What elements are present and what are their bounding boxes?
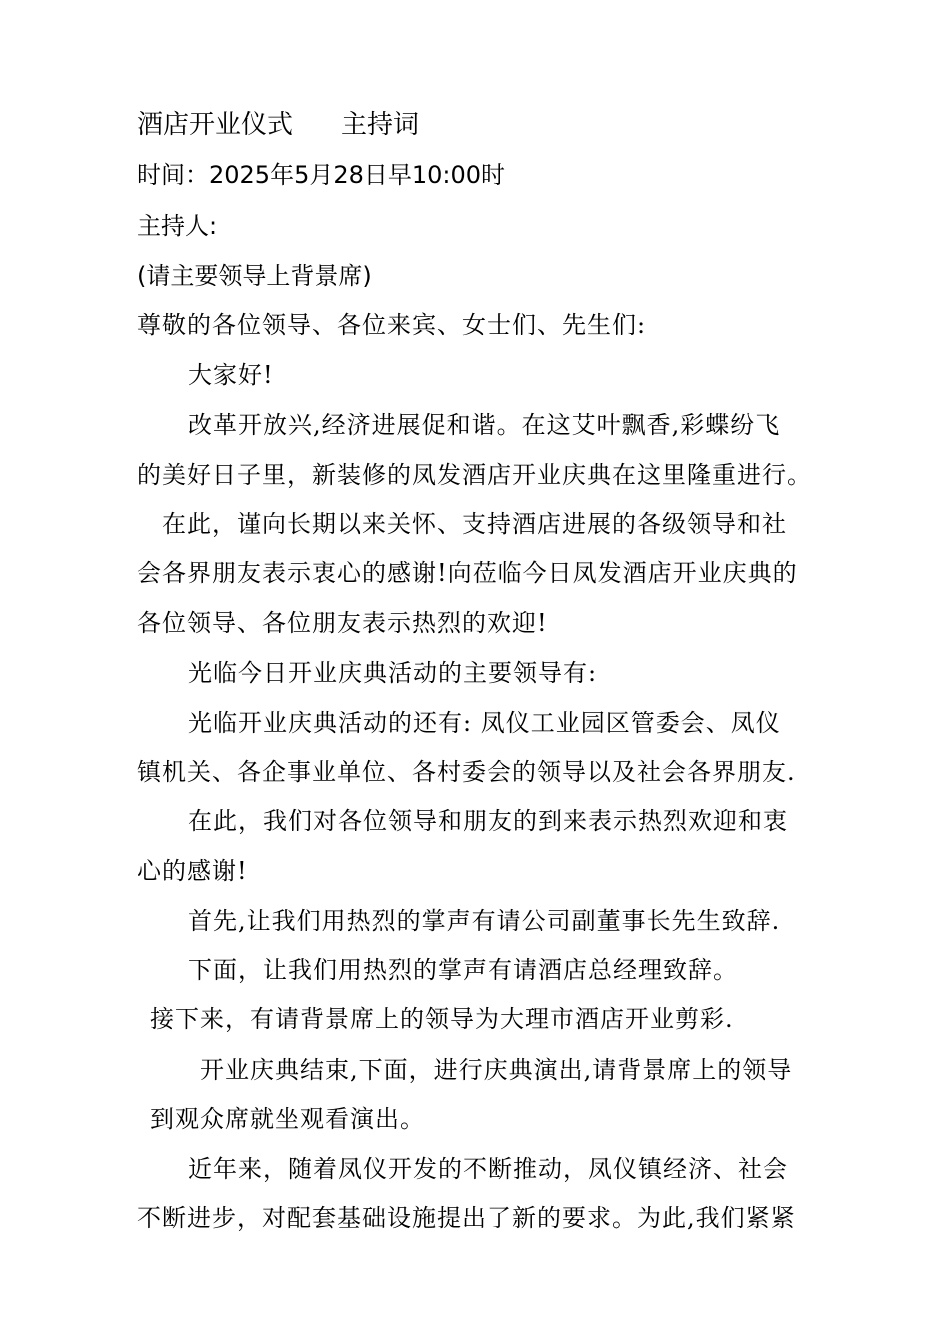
body-line: 光临开业庆典活动的还有: 凤仪工业园区管委会、凤仪 — [188, 709, 781, 737]
body-line: 镇机关、各企事业单位、各村委会的领导以及社会各界朋友. — [137, 758, 796, 786]
host-line: 主持人: — [137, 212, 218, 240]
title-right: 主持词 — [341, 110, 420, 140]
body-line: 各位领导、各位朋友表示热烈的欢迎! — [137, 609, 548, 637]
title-left: 酒店开业仪式 — [137, 110, 294, 140]
body-line: 首先,让我们用热烈的掌声有请公司副董事长先生致辞. — [188, 907, 781, 935]
body-line: 开业庆典结束,下面，进行庆典演出,请背景席上的领导 — [200, 1056, 793, 1084]
body-line: 接下来，有请背景席上的领导为大理市酒店开业剪彩. — [150, 1005, 734, 1033]
body-line: 到观众席就坐观看演出。 — [150, 1105, 425, 1133]
body-line: 大家好! — [188, 361, 274, 389]
body-line: 心的感谢! — [137, 857, 248, 885]
body-line: 改革开放兴,经济进展促和谐。在这艾叶飘香,彩蝶纷飞 — [188, 411, 781, 439]
document-title — [137, 110, 419, 140]
body-line: 会各界朋友表示衷心的感谢!向莅临今日凤发酒店开业庆典的 — [137, 559, 798, 587]
body-line: 在此，我们对各位领导和朋友的到来表示热烈欢迎和衷 — [188, 807, 788, 835]
body-line: 的美好日子里，新装修的凤发酒店开业庆典在这里隆重进行。 — [137, 461, 812, 489]
body-line: 不断进步，对配套基础设施提出了新的要求。为此,我们紧紧 — [137, 1204, 796, 1232]
invite-line: (请主要领导上背景席) — [137, 262, 372, 290]
time-line: 时间：2025年5月28日早10:00时 — [137, 161, 506, 189]
body-line: 下面，让我们用热烈的掌声有请酒店总经理致辞。 — [188, 956, 738, 984]
body-line: 光临今日开业庆典活动的主要领导有: — [188, 659, 598, 687]
body-line: 在此，谨向长期以来关怀、支持酒店进展的各级领导和社 — [162, 510, 787, 538]
body-line: 近年来，随着凤仪开发的不断推动，凤仪镇经济、社会 — [188, 1155, 788, 1183]
body-line: 尊敬的各位领导、各位来宾、女士们、先生们: — [137, 311, 647, 339]
